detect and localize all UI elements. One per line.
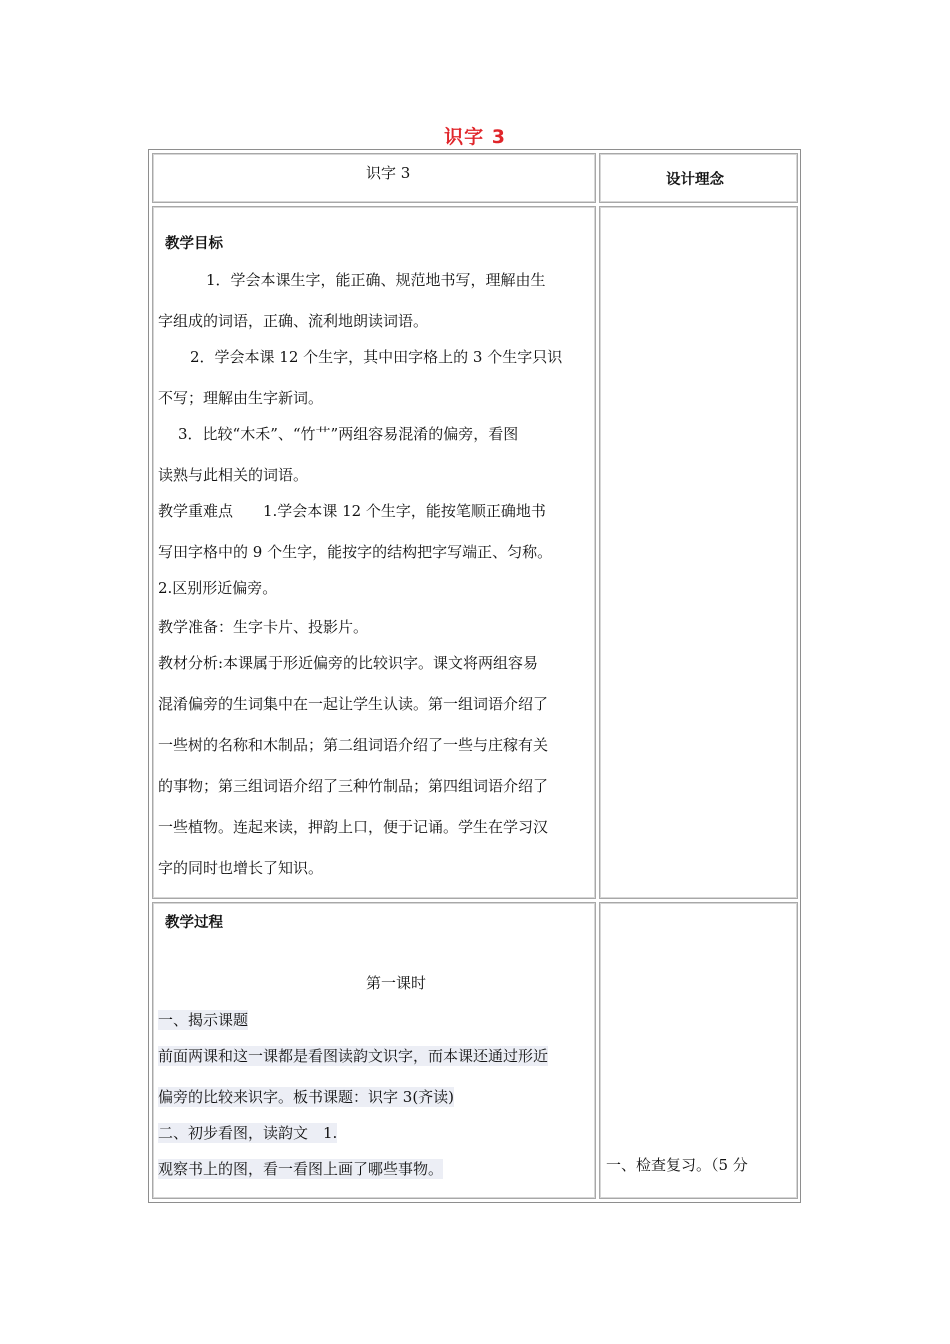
goal-line: 读熟与此相关的词语。	[158, 466, 309, 484]
key-points-line: 教学重难点 1.学会本课 12 个生字，能按笔顺正确地书	[158, 502, 546, 520]
goals-notes-cell	[599, 206, 798, 899]
process-line: 观察书上的图，看一看图上画了哪些事物。	[158, 1160, 444, 1178]
process-line: 偏旁的比较来识字。板书课题：识字 3(齐读)	[158, 1088, 455, 1106]
document-title: 识字 3	[444, 126, 506, 148]
goal-line: 不写；理解由生字新词。	[158, 389, 324, 407]
process-line: 一、揭示课题	[158, 1011, 249, 1029]
goal-line: 1．学会本课生字，能正确、规范地书写，理解由生	[206, 271, 546, 289]
preparation-line: 教学准备：生字卡片、投影片。	[158, 618, 369, 636]
key-points-line: 写田字格中的 9 个生字，能按字的结构把字写端正、匀称。	[158, 543, 553, 561]
analysis-line: 教材分析:本课属于形近偏旁的比较识字。课文将两组容易	[158, 654, 539, 672]
analysis-line: 一些植物。连起来读，押韵上口，便于记诵。学生在学习汉	[158, 818, 549, 836]
process-line: 前面两课和这一课都是看图读韵文识字，而本课还通过形近	[158, 1047, 549, 1065]
key-points-line: 2.区别形近偏旁。	[158, 579, 278, 597]
goal-line: 字组成的词语，正确、流利地朗读词语。	[158, 312, 429, 330]
header-right-label: 设计理念	[666, 172, 724, 188]
goal-line: 3．比较“木禾”、“竹⺾”两组容易混淆的偏旁，看图	[178, 425, 519, 443]
analysis-line: 的事物；第三组词语介绍了三种竹制品；第四组词语介绍了	[158, 777, 549, 795]
goals-heading: 教学目标	[165, 236, 223, 252]
goal-line: 2．学会本课 12 个生字，其中田字格上的 3 个生字只识	[190, 348, 563, 366]
analysis-line: 字的同时也增长了知识。	[158, 859, 324, 877]
analysis-line: 一些树的名称和木制品；第二组词语介绍了一些与庄稼有关	[158, 736, 549, 754]
analysis-line: 混淆偏旁的生词集中在一起让学生认读。第一组词语介绍了	[158, 695, 549, 713]
process-note: 一、检查复习。（5 分	[606, 1156, 748, 1174]
process-heading: 教学过程	[165, 915, 223, 931]
lesson-label: 第一课时	[366, 974, 427, 992]
header-left-label: 识字 3	[366, 164, 411, 182]
process-line: 二、初步看图，读韵文 1.	[158, 1124, 338, 1142]
